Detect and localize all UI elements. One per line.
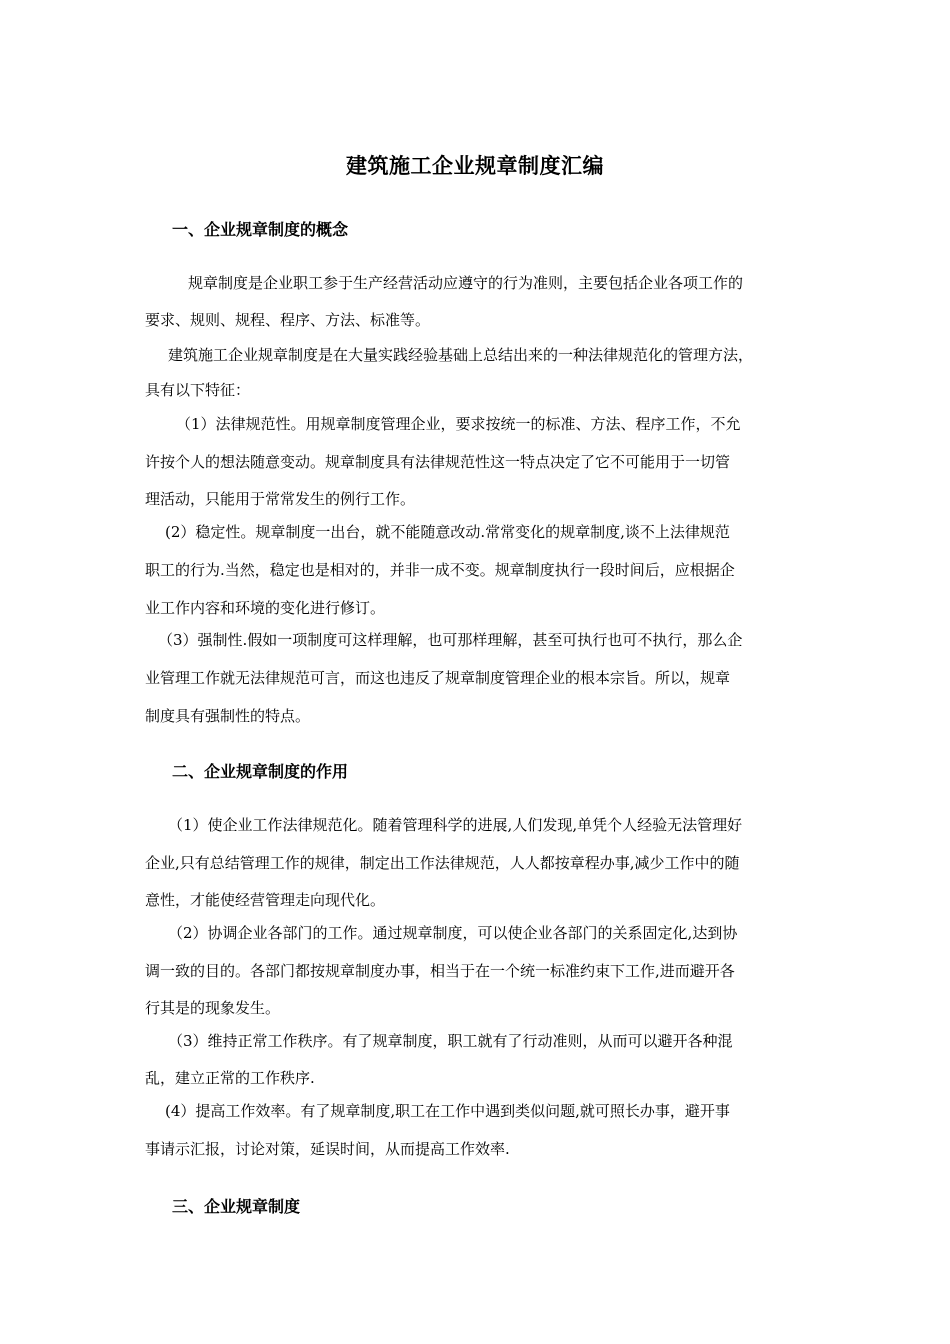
paragraph-line: 行其是的现象发生。 xyxy=(145,999,281,1017)
section-heading: 一、企业规章制度的概念 xyxy=(172,220,349,239)
paragraph-line: （2）协调企业各部门的工作。通过规章制度，可以使企业各部门的关系固定化,达到协 xyxy=(168,924,738,942)
paragraph-line: 许按个人的想法随意变动。规章制度具有法律规范性这一特点决定了它不可能用于一切管 xyxy=(145,453,731,471)
paragraph-line: 职工的行为.当然，稳定也是相对的，并非一成不变。规章制度执行一段时间后，应根据企 xyxy=(145,561,735,579)
paragraph-line: 制度具有强制性的特点。 xyxy=(145,707,311,725)
document-title: 建筑施工企业规章制度汇编 xyxy=(346,153,604,178)
paragraph-line: 具有以下特征： xyxy=(145,381,251,399)
paragraph-line: (4）提高工作效率。有了规章制度,职工在工作中遇到类似问题,就可照长办事，避开事 xyxy=(165,1102,730,1120)
section-heading: 三、企业规章制度 xyxy=(172,1197,301,1216)
paragraph-line: 要求、规则、规程、程序、方法、标准等。 xyxy=(145,311,431,329)
paragraph-line: （1）使企业工作法律规范化。随着管理科学的进展,人们发现,单凭个人经验无法管理好 xyxy=(168,816,743,834)
paragraph-line: （3）强制性.假如一项制度可这样理解，也可那样理解，甚至可执行也可不执行，那么企 xyxy=(158,631,743,649)
paragraph-line: (2）稳定性。规章制度一出台，就不能随意改动.常常变化的规章制度,谈不上法律规范 xyxy=(165,523,730,541)
paragraph-line: 理活动，只能用于常常发生的例行工作。 xyxy=(145,490,416,508)
section-heading: 二、企业规章制度的作用 xyxy=(172,762,349,781)
paragraph-line: 企业,只有总结管理工作的规律，制定出工作法律规范，人人都按章程办事,减少工作中的随 xyxy=(145,854,740,872)
paragraph-line: （3）维持正常工作秩序。有了规章制度，职工就有了行动准则，从而可以避开各种混 xyxy=(168,1032,733,1050)
paragraph-line: （1）法律规范性。用规章制度管理企业，要求按统一的标准、方法、程序工作，不允 xyxy=(176,415,741,433)
paragraph-line: 业管理工作就无法律规范可言，而这也违反了规章制度管理企业的根本宗旨。所以，规章 xyxy=(145,669,731,687)
paragraph-line: 事请示汇报，讨论对策，延误时间，从而提高工作效率. xyxy=(145,1140,510,1158)
paragraph-line: 乱，建立正常的工作秩序. xyxy=(145,1069,315,1087)
paragraph-line: 建筑施工企业规章制度是在大量实践经验基础上总结出来的一种法律规范化的管理方法， xyxy=(168,346,754,364)
paragraph-line: 业工作内容和环境的变化进行修订。 xyxy=(145,599,386,617)
paragraph-line: 调一致的目的。各部门都按规章制度办事，相当于在一个统一标准约束下工作,进而避开各 xyxy=(145,962,735,980)
paragraph-line: 意性，才能使经营管理走向现代化。 xyxy=(145,891,386,909)
paragraph-line: 规章制度是企业职工参于生产经营活动应遵守的行为准则，主要包括企业各项工作的 xyxy=(188,274,744,292)
